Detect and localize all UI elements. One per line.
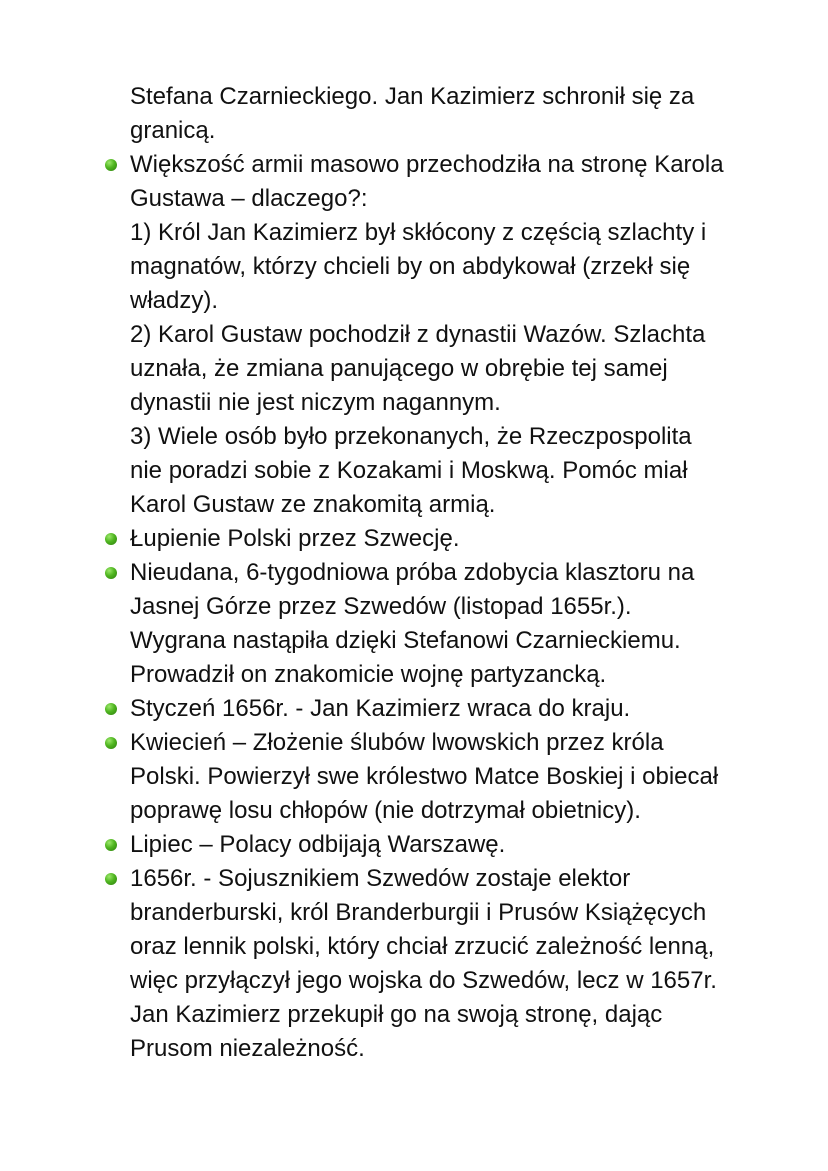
text-line: Łupienie Polski przez Szwecję. <box>130 522 770 556</box>
text-line: Kwiecień – Złożenie ślubów lwowskich przez króla <box>130 726 770 760</box>
green-bullet-icon <box>105 159 117 171</box>
text-line: dynastii nie jest niczym nagannym. <box>130 389 501 416</box>
list-item <box>130 556 770 692</box>
green-bullet-icon <box>105 737 117 749</box>
list-item <box>130 148 770 522</box>
text-line: uznała, że zmiana panującego w obrębie tej samej <box>130 355 668 382</box>
list-item <box>130 692 770 726</box>
list-item <box>130 862 770 1066</box>
text-line: władzy). <box>130 287 219 314</box>
text-line: 1656r. - Sojusznikiem Szwedów zostaje elektor <box>130 862 770 896</box>
text-line: Jan Kazimierz przekupił go na swoją stronę, dając <box>130 1001 663 1028</box>
text-line: Gustawa – dlaczego?: <box>130 185 368 212</box>
text-line: Wygrana nastąpiła dzięki Stefanowi Czarnieckiemu. <box>130 627 681 654</box>
text-line: Stefana Czarnieckiego. Jan Kazimierz schronił się za <box>130 83 695 110</box>
green-bullet-icon <box>105 839 117 851</box>
text-line: Jasnej Górze przez Szwedów (listopad 1655r.). <box>130 593 632 620</box>
text-line: Prusom niezależność. <box>130 1035 365 1062</box>
text-line: granicą. <box>130 117 216 144</box>
text-line: nie poradzi sobie z Kozakami i Moskwą. Pomóc miał <box>130 457 688 484</box>
text-line: 3) Wiele osób było przekonanych, że Rzeczpospolita <box>130 423 692 450</box>
list-item <box>130 828 770 862</box>
text-line: Lipiec – Polacy odbijają Warszawę. <box>130 828 770 862</box>
text-line: branderburski, król Branderburgii i Prusów Książęcych <box>130 899 707 926</box>
document-body <box>130 80 770 1066</box>
text-line: Polski. Powierzył swe królestwo Matce Boskiej i obiecał <box>130 763 719 790</box>
text-line: oraz lennik polski, który chciał zrzucić zależność lenną, <box>130 933 715 960</box>
list-item <box>130 726 770 828</box>
green-bullet-icon <box>105 703 117 715</box>
green-bullet-icon <box>105 533 117 545</box>
text-line: 1) Król Jan Kazimierz był skłócony z częścią szlachty i <box>130 219 707 246</box>
text-line: więc przyłączył jego wojska do Szwedów, lecz w 1657r. <box>130 967 717 994</box>
green-bullet-icon <box>105 873 117 885</box>
text-line: 2) Karol Gustaw pochodził z dynastii Wazów. Szlachta <box>130 321 706 348</box>
text-line: Styczeń 1656r. - Jan Kazimierz wraca do kraju. <box>130 692 770 726</box>
list-item <box>130 522 770 556</box>
continuation-paragraph <box>130 80 770 148</box>
text-line: Prowadził on znakomicie wojnę partyzancką. <box>130 661 607 688</box>
text-line: Karol Gustaw ze znakomitą armią. <box>130 491 496 518</box>
text-line: poprawę losu chłopów (nie dotrzymał obietnicy). <box>130 797 641 824</box>
green-bullet-icon <box>105 567 117 579</box>
text-line: Nieudana, 6-tygodniowa próba zdobycia klasztoru na <box>130 556 770 590</box>
text-line: Większość armii masowo przechodziła na stronę Karola <box>130 148 770 182</box>
text-line: magnatów, którzy chcieli by on abdykował (zrzekł się <box>130 253 691 280</box>
